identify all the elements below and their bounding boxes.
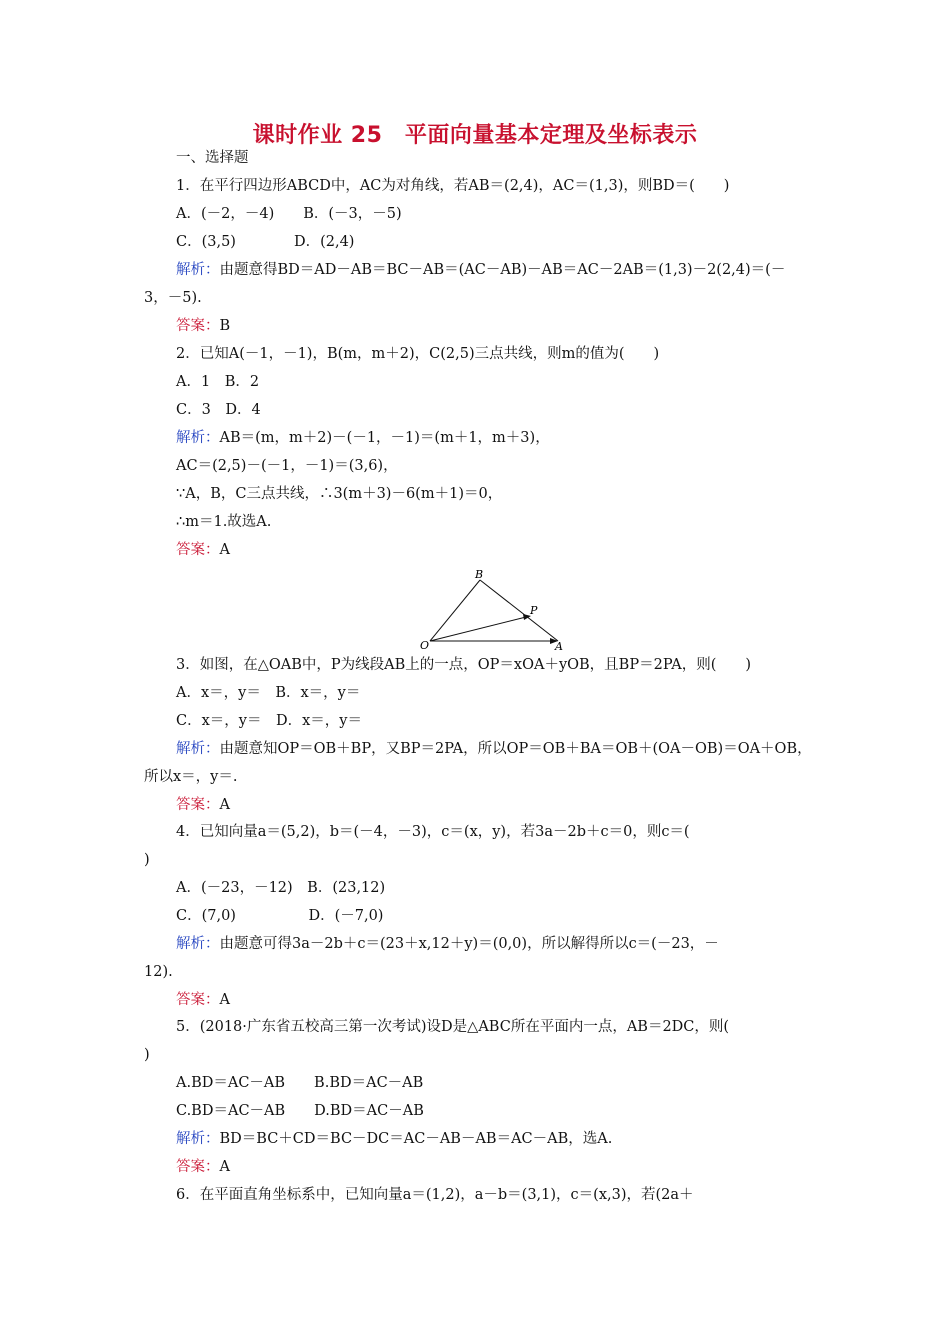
analysis-label: 解析： bbox=[176, 430, 220, 446]
answer-text: A bbox=[219, 992, 230, 1008]
analysis-4-cont: 12). bbox=[144, 964, 173, 980]
answer-5 bbox=[176, 1158, 846, 1176]
question-1: 1．在平行四边形ABCD中，AC为对角线，若AB＝(2,4)，AC＝(1,3)，则BD＝( ) bbox=[176, 178, 730, 194]
analysis-label: 解析： bbox=[176, 936, 220, 952]
triangle-figure bbox=[420, 568, 570, 652]
analysis-5 bbox=[176, 1130, 846, 1148]
answer-label: 答案： bbox=[176, 318, 220, 334]
analysis-text: BD＝BC＋CD＝BC－DC＝AC－AB－AB＝AC－AB，选A. bbox=[219, 1131, 613, 1147]
question-5: 5．(2018·广东省五校高三第一次考试)设D是△ABC所在平面内一点，AB＝2DC，则( bbox=[176, 1019, 730, 1035]
page-title: 课时作业 25 平面向量基本定理及坐标表示 bbox=[252, 123, 698, 148]
question-3: 3．如图，在△OAB中，P为线段AB上的一点，OP＝xOA＋yOB，且BP＝2PA，则( ) bbox=[176, 657, 752, 673]
segment-ob bbox=[430, 580, 480, 641]
options-4a: A．(－23，－12) B．(23,12) bbox=[176, 880, 386, 896]
options-5b: C.BD＝AC－AB D.BD＝AC－AB bbox=[176, 1103, 424, 1119]
options-2b: C．3 D．4 bbox=[176, 402, 261, 418]
options-1b: C．(3,5) D．(2,4) bbox=[176, 234, 355, 250]
answer-text: A bbox=[219, 797, 230, 813]
segment-ba bbox=[480, 580, 558, 641]
answer-2 bbox=[176, 541, 846, 559]
options-4b: C．(7,0) D．(－7,0) bbox=[176, 908, 384, 924]
question-4: 4．已知向量a＝(5,2)，b＝(－4，－3)，c＝(x，y)，若3a－2b＋c＝0，则c＝( bbox=[176, 824, 690, 840]
question-6: 6．在平面直角坐标系中，已知向量a＝(1,2)，a－b＝(3,1)，c＝(x,3)，若(2a＋ bbox=[176, 1187, 694, 1203]
analysis-text: 由题意得BD＝AD－AB＝BC－AB＝(AC－AB)－AB＝AC－2AB＝(1,3)－2(2,4)＝(－ bbox=[219, 262, 786, 278]
analysis-text: AB＝(m，m＋2)－(－1，－1)＝(m＋1，m＋3)， bbox=[219, 430, 550, 446]
answer-label: 答案： bbox=[176, 797, 220, 813]
analysis-4 bbox=[176, 935, 846, 953]
question-5-cont: ) bbox=[144, 1047, 150, 1063]
segment-op bbox=[430, 617, 526, 641]
answer-label: 答案： bbox=[176, 1159, 220, 1175]
answer-text: B bbox=[219, 318, 231, 334]
options-1a: A．(－2，－4) B．(－3，－5) bbox=[176, 206, 402, 222]
label-o: O bbox=[420, 639, 430, 652]
analysis-label: 解析： bbox=[176, 1131, 220, 1147]
answer-text: A bbox=[219, 542, 230, 558]
answer-1 bbox=[176, 317, 846, 335]
question-2: 2．已知A(－1，－1)，B(m，m＋2)，C(2,5)三点共线，则m的值为( ) bbox=[176, 346, 660, 362]
analysis-2 bbox=[176, 429, 846, 447]
section-heading: 一、选择题 bbox=[176, 150, 249, 166]
analysis-2-line3: ∵A，B，C三点共线，∴3(m＋3)－6(m＋1)＝0， bbox=[176, 486, 503, 502]
answer-label: 答案： bbox=[176, 542, 220, 558]
options-5a: A.BD＝AC－AB B.BD＝AC－AB bbox=[176, 1075, 424, 1091]
answer-4 bbox=[176, 991, 846, 1009]
answer-label: 答案： bbox=[176, 992, 220, 1008]
analysis-2-line2: AC＝(2,5)－(－1，－1)＝(3,6)， bbox=[176, 458, 398, 474]
analysis-text: 由题意可得3a－2b＋c＝(23＋x,12＋y)＝(0,0)，所以解得所以c＝(－23，－ bbox=[219, 936, 719, 952]
analysis-1 bbox=[176, 261, 846, 279]
analysis-3 bbox=[176, 740, 846, 758]
analysis-3-cont: 所以x＝，y＝. bbox=[144, 769, 238, 785]
options-2a: A．1 B．2 bbox=[176, 374, 260, 390]
analysis-1-cont: 3，－5). bbox=[144, 290, 202, 306]
analysis-2-line4: ∴m＝1.故选A. bbox=[176, 514, 272, 530]
label-b: B bbox=[475, 568, 484, 581]
analysis-text: 由题意知OP＝OB＋BP，又BP＝2PA，所以OP＝OB＋BA＝OB＋(OA－OB)＝OA＋OB， bbox=[219, 741, 812, 757]
options-3a: A．x＝，y＝ B．x＝，y＝ bbox=[176, 685, 361, 701]
label-a: A bbox=[555, 640, 563, 652]
question-4-cont: ) bbox=[144, 852, 150, 868]
answer-3 bbox=[176, 796, 846, 814]
analysis-label: 解析： bbox=[176, 741, 220, 757]
analysis-label: 解析： bbox=[176, 262, 220, 278]
answer-text: A bbox=[219, 1159, 230, 1175]
label-p: P bbox=[530, 604, 538, 617]
options-3b: C．x＝，y＝ D．x＝，y＝ bbox=[176, 713, 362, 729]
